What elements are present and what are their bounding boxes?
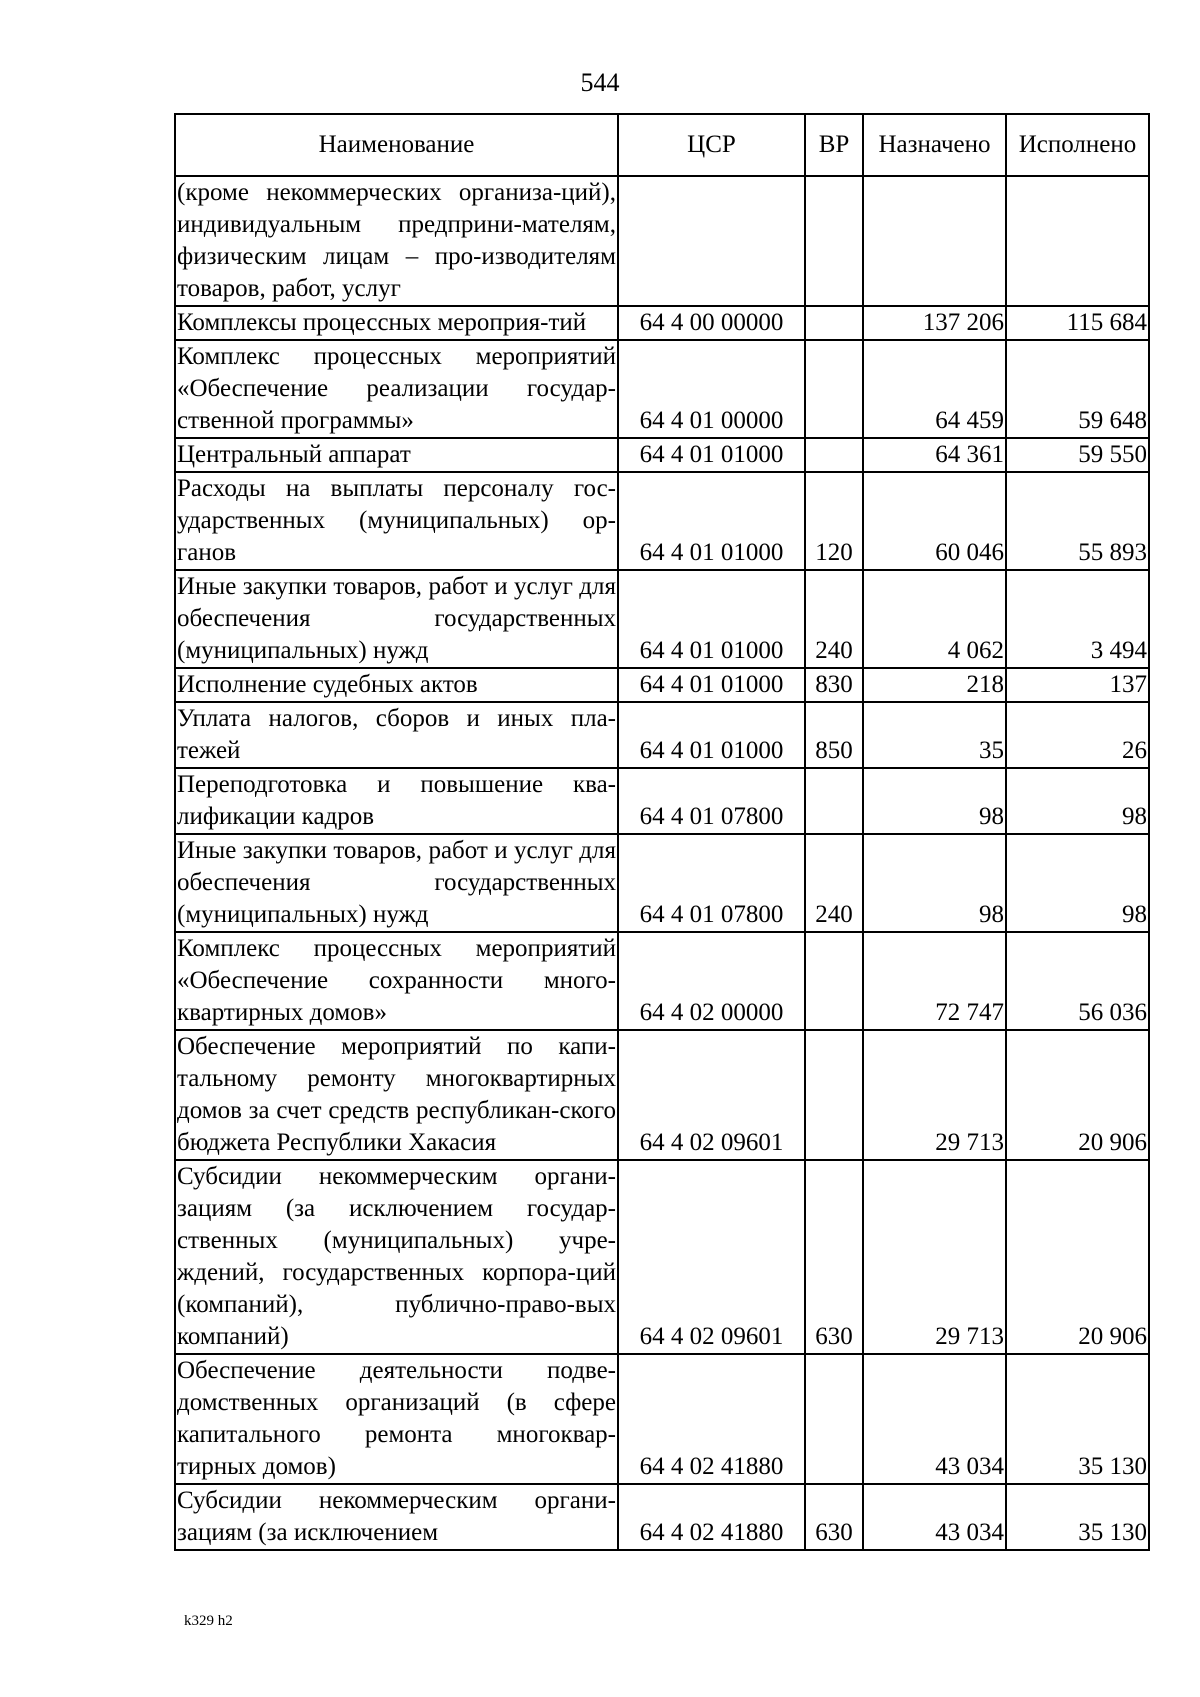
row-planned-cell: 72 747 (863, 932, 1006, 1030)
row-executed-cell (1006, 176, 1149, 306)
row-planned-cell: 64 459 (863, 340, 1006, 438)
table-row (175, 570, 1149, 668)
row-executed-cell: 98 (1006, 768, 1149, 834)
header-csr: ЦСР (618, 114, 805, 176)
row-csr-cell: 64 4 01 07800 (618, 834, 805, 932)
row-csr-cell: 64 4 01 01000 (618, 702, 805, 768)
row-executed-cell: 3 494 (1006, 570, 1149, 668)
table-row (175, 768, 1149, 834)
row-vr-cell: 630 (805, 1484, 863, 1550)
row-planned-cell: 137 206 (863, 306, 1006, 340)
table-row (175, 932, 1149, 1030)
row-csr-cell: 64 4 02 41880 (618, 1354, 805, 1484)
row-planned-cell: 64 361 (863, 438, 1006, 472)
row-csr-cell: 64 4 01 01000 (618, 472, 805, 570)
row-executed-cell: 20 906 (1006, 1160, 1149, 1354)
table-row (175, 176, 1149, 306)
row-planned-cell: 29 713 (863, 1030, 1006, 1160)
row-planned-cell: 29 713 (863, 1160, 1006, 1354)
row-planned-cell (863, 176, 1006, 306)
page-number: 544 (580, 68, 620, 97)
row-planned-cell: 98 (863, 768, 1006, 834)
row-executed-cell: 56 036 (1006, 932, 1149, 1030)
header-name: Наименование (175, 114, 618, 176)
row-name-cell: Обеспечение мероприятий по капи-тальному ремонту многоквартирных домов за счет средств республикан-ского бюджета Республики Хакасия (175, 1030, 618, 1160)
row-executed-cell: 59 648 (1006, 340, 1149, 438)
row-csr-cell: 64 4 01 00000 (618, 340, 805, 438)
row-csr-cell: 64 4 01 01000 (618, 438, 805, 472)
row-vr-cell: 850 (805, 702, 863, 768)
row-csr-cell: 64 4 02 09601 (618, 1030, 805, 1160)
table-row (175, 1354, 1149, 1484)
row-planned-cell: 4 062 (863, 570, 1006, 668)
row-name-cell: Исполнение судебных актов (175, 668, 618, 702)
document-code: k329 h2 (184, 1613, 233, 1629)
row-executed-cell: 55 893 (1006, 472, 1149, 570)
row-vr-cell (805, 438, 863, 472)
table-row (175, 1160, 1149, 1354)
table-row (175, 668, 1149, 702)
row-vr-cell: 830 (805, 668, 863, 702)
row-vr-cell: 240 (805, 570, 863, 668)
table-row (175, 1484, 1149, 1550)
row-csr-cell: 64 4 01 01000 (618, 668, 805, 702)
header-planned: Назначено (863, 114, 1006, 176)
row-vr-cell (805, 768, 863, 834)
row-csr-cell: 64 4 00 00000 (618, 306, 805, 340)
row-executed-cell: 59 550 (1006, 438, 1149, 472)
row-name-cell: Обеспечение деятельности подве-домственных организаций (в сфере капитального ремонта многоквар-тирных домов) (175, 1354, 618, 1484)
row-vr-cell: 240 (805, 834, 863, 932)
row-executed-cell: 35 130 (1006, 1354, 1149, 1484)
row-executed-cell: 115 684 (1006, 306, 1149, 340)
row-executed-cell: 137 (1006, 668, 1149, 702)
table-row (175, 1030, 1149, 1160)
row-executed-cell: 35 130 (1006, 1484, 1149, 1550)
table-body (175, 176, 1149, 1550)
row-csr-cell: 64 4 01 01000 (618, 570, 805, 668)
row-executed-cell: 26 (1006, 702, 1149, 768)
row-name-cell: Комплекс процессных мероприятий «Обеспечение реализации государ-ственной программы» (175, 340, 618, 438)
row-name-cell: Расходы на выплаты персоналу гос-ударственных (муниципальных) ор-ганов (175, 472, 618, 570)
row-vr-cell: 120 (805, 472, 863, 570)
row-planned-cell: 43 034 (863, 1484, 1006, 1550)
row-csr-cell: 64 4 02 09601 (618, 1160, 805, 1354)
row-name-cell: Комплексы процессных мероприя-тий (175, 306, 618, 340)
table-row (175, 340, 1149, 438)
row-csr-cell: 64 4 02 00000 (618, 932, 805, 1030)
row-vr-cell (805, 306, 863, 340)
row-name-cell: Субсидии некоммерческим органи-зациям (за исключением (175, 1484, 618, 1550)
row-csr-cell: 64 4 02 41880 (618, 1484, 805, 1550)
table-row (175, 306, 1149, 340)
row-csr-cell (618, 176, 805, 306)
row-planned-cell: 218 (863, 668, 1006, 702)
header-executed: Исполнено (1006, 114, 1149, 176)
row-name-cell: Иные закупки товаров, работ и услуг для обеспечения государственных (муниципальных) нужд (175, 570, 618, 668)
row-vr-cell (805, 340, 863, 438)
row-planned-cell: 98 (863, 834, 1006, 932)
row-name-cell: Уплата налогов, сборов и иных пла-тежей (175, 702, 618, 768)
row-vr-cell (805, 1354, 863, 1484)
row-vr-cell (805, 1030, 863, 1160)
table-row (175, 834, 1149, 932)
row-executed-cell: 20 906 (1006, 1030, 1149, 1160)
row-planned-cell: 35 (863, 702, 1006, 768)
budget-execution-table (174, 113, 1150, 1551)
row-name-cell: Центральный аппарат (175, 438, 618, 472)
row-name-cell: Иные закупки товаров, работ и услуг для обеспечения государственных (муниципальных) нужд (175, 834, 618, 932)
row-vr-cell (805, 932, 863, 1030)
row-executed-cell: 98 (1006, 834, 1149, 932)
table-row (175, 438, 1149, 472)
row-name-cell: (кроме некоммерческих организа-ций), индивидуальным предприни-мателям, физическим лицам – про-изводителям товаров, работ, услуг (175, 176, 618, 306)
row-vr-cell (805, 176, 863, 306)
table-row (175, 472, 1149, 570)
header-vr: ВР (805, 114, 863, 176)
row-planned-cell: 43 034 (863, 1354, 1006, 1484)
row-vr-cell: 630 (805, 1160, 863, 1354)
table-header-row (175, 114, 1149, 176)
table-row (175, 702, 1149, 768)
row-name-cell: Субсидии некоммерческим органи-зациям (за исключением государ-ственных (муниципальных) учре-ждений, государственных корпора-ций (компаний), публично-право-вых компаний) (175, 1160, 618, 1354)
row-planned-cell: 60 046 (863, 472, 1006, 570)
row-name-cell: Переподготовка и повышение ква-лификации кадров (175, 768, 618, 834)
row-name-cell: Комплекс процессных мероприятий «Обеспечение сохранности много-квартирных домов» (175, 932, 618, 1030)
row-csr-cell: 64 4 01 07800 (618, 768, 805, 834)
